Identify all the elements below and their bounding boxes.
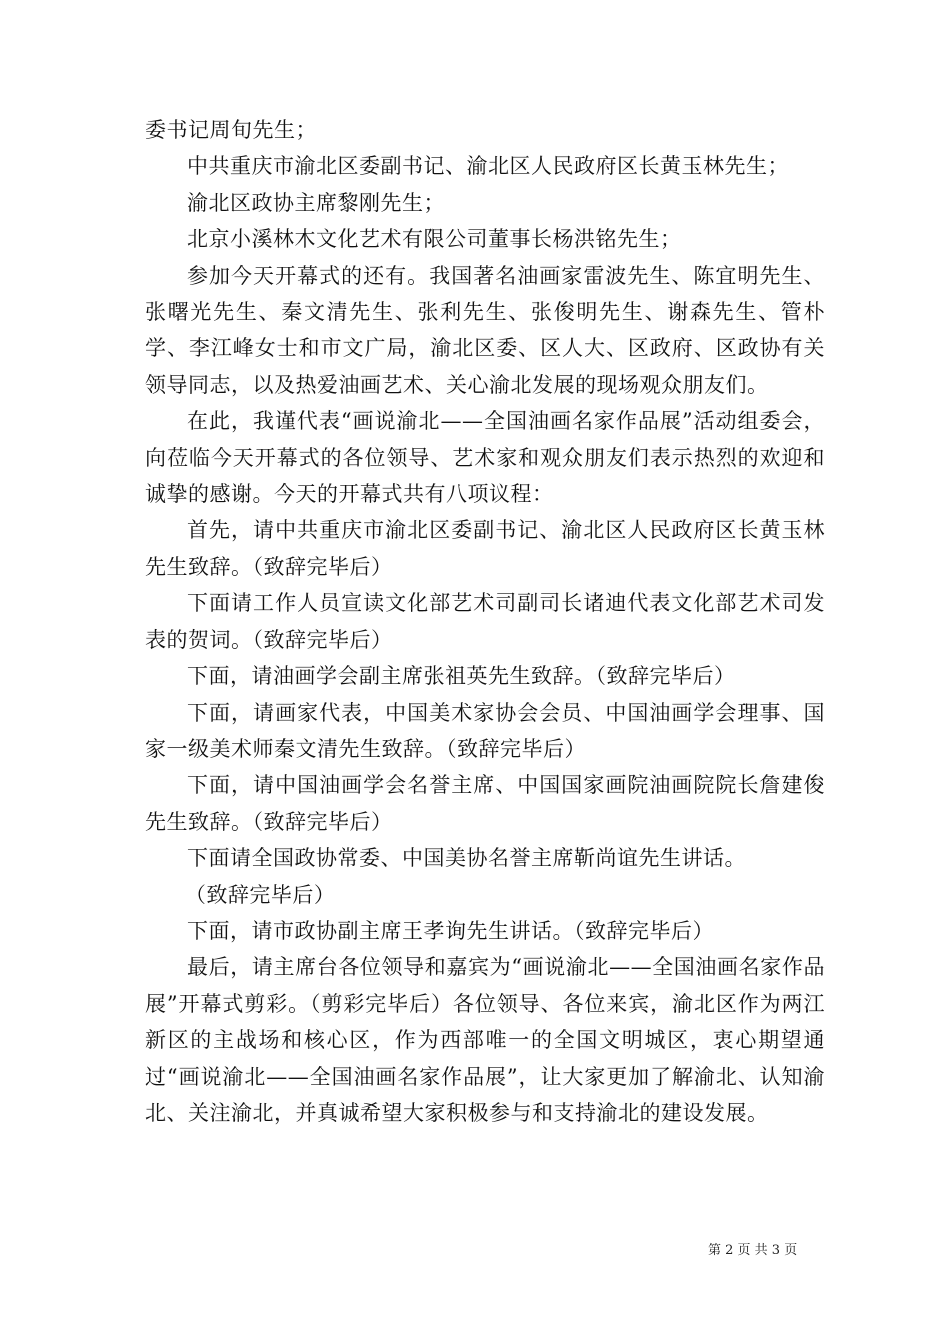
paragraph-14: 下面，请市政协副主席王孝询先生讲话。（致辞完毕后） [187,918,714,943]
paragraph-4: 北京小溪林木文化艺术有限公司董事长杨洪铭先生； [187,227,682,252]
paragraph-12: 下面请全国政协常委、中国美协名誉主席靳尚谊先生讲话。 [187,846,746,871]
paragraph-2: 中共重庆市渝北区委副书记、渝北区人民政府区长黄玉林先生； [187,154,789,179]
page-number: 第 2 页 共 3 页 [708,1243,798,1258]
paragraph-5: 参加今天开幕式的还有。我国著名油画家雷波先生、陈宜明先生、张曙光先生、秦文清先生、张利先生、张俊明先生、谢森先生、管朴学、李江峰女士和市文广局，渝北区委、区人大、区政府、区政协有关领导同志，以及热爱油画艺术、关心渝北发展的现场观众朋友们。 [145,263,825,397]
document-body [145,112,825,1131]
paragraph-9: 下面，请油画学会副主席张祖英先生致辞。（致辞完毕后） [187,664,736,689]
paragraph-13: （致辞完毕后） [184,882,336,907]
paragraph-1: 委书记周旬先生； [145,118,317,142]
paragraph-15: 最后，请主席台各位领导和嘉宾为“画说渝北——全国油画名家作品展”开幕式剪彩。（剪彩完毕后）各位领导、各位来宾，渝北区作为两江新区的主战场和核心区，作为西部唯一的全国文明城区，衷心期望通过“画说渝北——全国油画名家作品展”，让大家更加了解渝北、认知渝北、关注渝北，并真诚希望大家积极参与和支持渝北的建设发展。 [145,955,825,1125]
paragraph-3: 渝北区政协主席黎刚先生； [187,190,445,215]
paragraph-6: 在此，我谨代表“画说渝北——全国油画名家作品展”活动组委会，向莅临今天开幕式的各位领导、艺术家和观众朋友们表示热烈的欢迎和诚挚的感谢。今天的开幕式共有八项议程： [145,409,825,507]
paragraph-7: 首先，请中共重庆市渝北区委副书记、渝北区人民政府区长黄玉林先生致辞。（致辞完毕后） [145,518,825,579]
paragraph-10: 下面，请画家代表，中国美术家协会会员、中国油画学会理事、国家一级美术师秦文清先生致辞。（致辞完毕后） [145,700,825,761]
paragraph-11: 下面，请中国油画学会名誉主席、中国国家画院油画院院长詹建俊先生致辞。（致辞完毕后） [145,773,825,834]
paragraph-8: 下面请工作人员宣读文化部艺术司副司长诸迪代表文化部艺术司发表的贺词。（致辞完毕后） [145,591,825,652]
